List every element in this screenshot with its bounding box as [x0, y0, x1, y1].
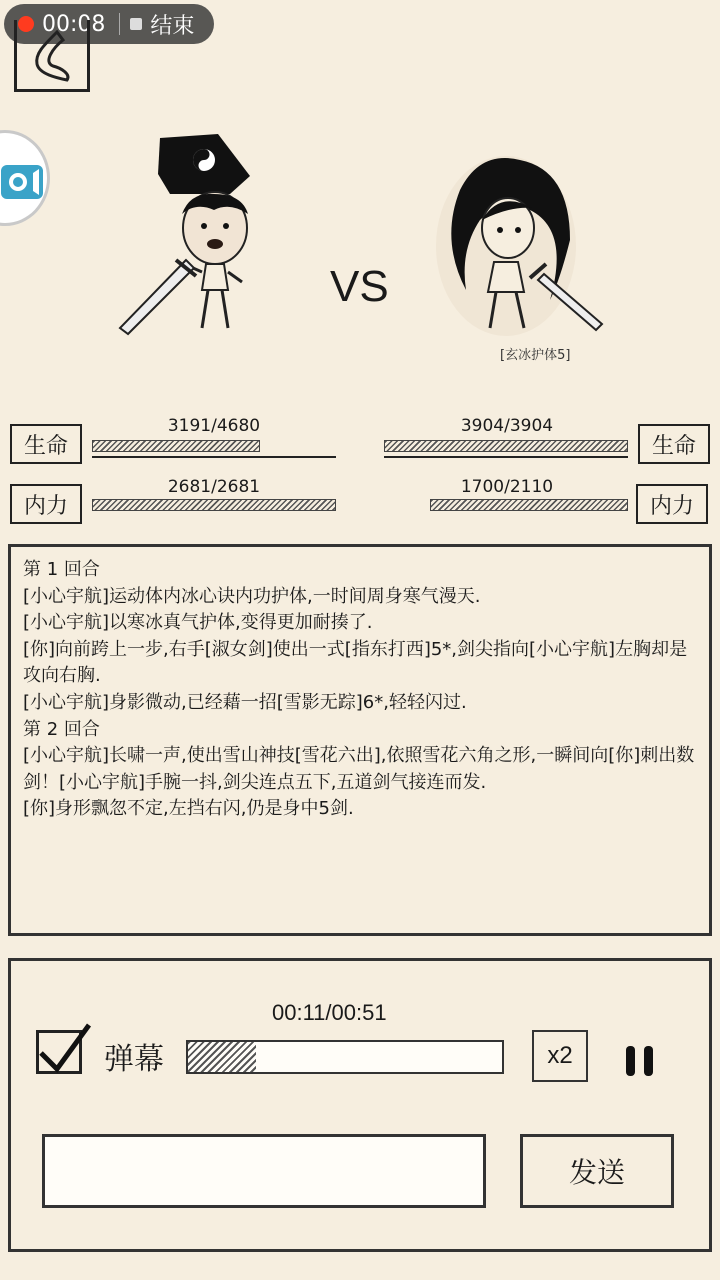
enemy-hp-track: [384, 456, 628, 458]
player-mp-bar: [92, 499, 336, 511]
enemy-hp-bar: [384, 440, 628, 452]
log-line: [你]向前跨上一步,右手[淑女剑]使出一式[指东打西]5*,剑尖指向[小心宇航]左胸却是攻向右胸.: [23, 638, 688, 687]
speed-button[interactable]: x2: [532, 1030, 588, 1082]
checkmark-icon: [35, 1019, 95, 1075]
player-hp-value: 3191/4680: [167, 416, 261, 436]
app-logo-icon: [0, 133, 50, 226]
enemy-hp-label: 生命: [638, 424, 710, 464]
replay-time: 00:11/00:51: [272, 1000, 387, 1025]
log-line: 第 2 回合: [23, 718, 100, 740]
divider: [119, 13, 120, 35]
enemy-mp-value: 1700/2110: [460, 477, 554, 497]
player-hp-track: [92, 456, 336, 458]
battle-log[interactable]: [8, 544, 712, 936]
player-mp-value: 2681/2681: [167, 477, 261, 497]
enemy-character-avatar: [420, 150, 620, 350]
record-time: 00:08: [42, 11, 106, 37]
danmu-input[interactable]: [42, 1134, 486, 1208]
player-character-avatar: [110, 130, 290, 340]
back-button[interactable]: [14, 20, 90, 92]
log-line: [你]身形飘忽不定,左挡右闪,仍是身中5剑.: [23, 798, 354, 820]
floating-app-bubble[interactable]: [0, 130, 50, 226]
enemy-buff-status: [玄冰护体5]: [500, 348, 571, 363]
log-line: [小心宇航]身影微动,已经藉一招[雪影无踪]6*,轻轻闪过.: [23, 691, 467, 713]
player-hp-bar: [92, 440, 260, 452]
log-line: 第 1 回合: [23, 559, 100, 580]
player-hp-label: 生命: [10, 424, 82, 464]
player-mp-label: 内力: [10, 484, 82, 524]
danmu-label: 弹幕: [104, 1042, 164, 1077]
stop-record-button[interactable]: 结束: [150, 13, 195, 39]
enemy-hp-value: 3904/3904: [460, 416, 554, 436]
stop-icon: [130, 18, 142, 30]
enemy-mp-bar: [430, 499, 628, 511]
pause-button[interactable]: [626, 1046, 656, 1076]
vs-label: VS: [330, 262, 389, 311]
replay-progress-fill: [188, 1042, 256, 1072]
replay-progress-bar[interactable]: [186, 1040, 504, 1074]
pause-icon: [626, 1046, 635, 1076]
pause-icon: [644, 1046, 653, 1076]
danmu-checkbox[interactable]: [36, 1030, 82, 1074]
back-arrow-icon: [17, 20, 87, 90]
enemy-mp-label: 内力: [636, 484, 708, 524]
log-line: [小心宇航]长啸一声,使出雪山神技[雪花六出],依照雪花六角之形,一瞬间向[你]刺出数剑！[小心宇航]手腕一抖,剑尖连点五下,五道剑气接连而发.: [23, 745, 695, 793]
log-line: [小心宇航]运动体内冰心诀内功护体,一时间周身寒气漫天.: [23, 585, 481, 607]
log-line: [小心宇航]以寒冰真气护体,变得更加耐揍了.: [23, 612, 373, 634]
send-button[interactable]: 发送: [520, 1134, 674, 1208]
